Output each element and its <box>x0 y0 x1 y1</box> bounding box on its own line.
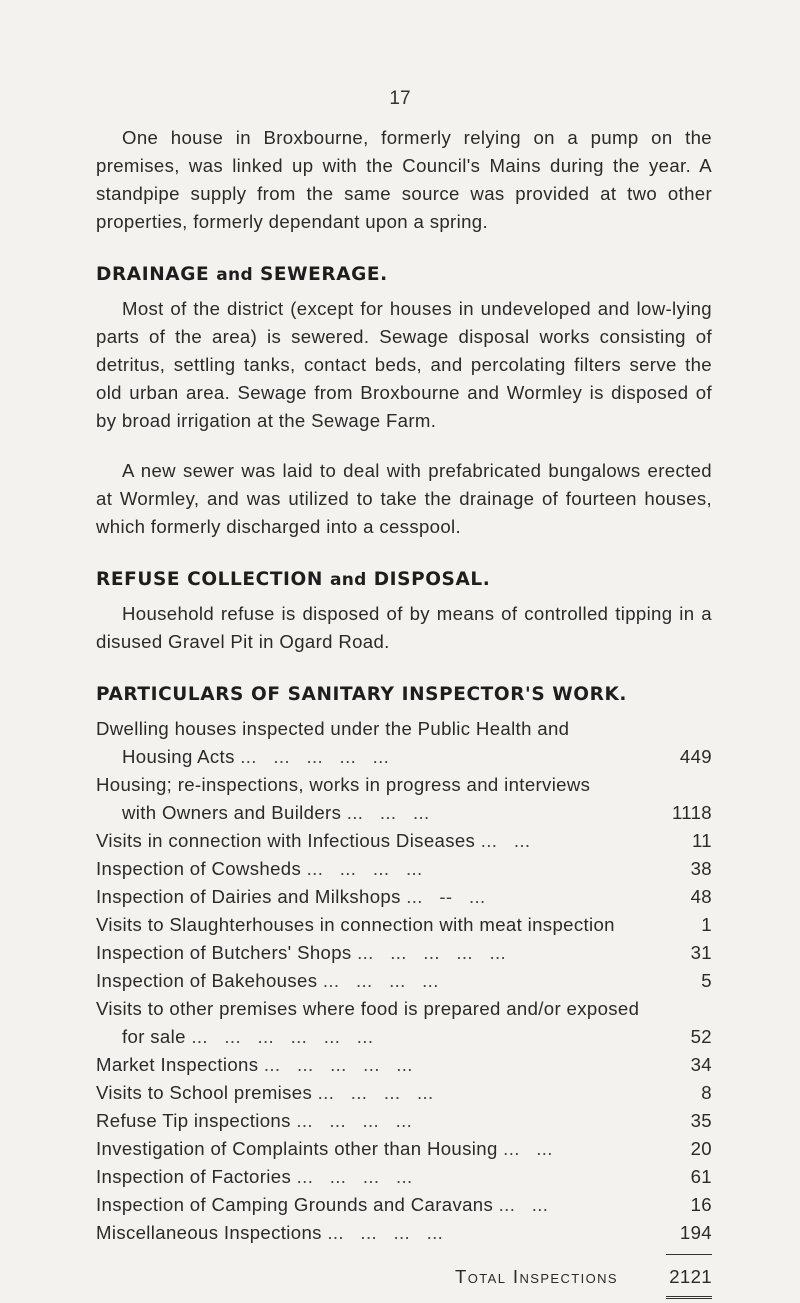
row-value: 34 <box>690 1054 712 1075</box>
row-label <box>96 855 656 883</box>
row-label <box>96 911 656 939</box>
row-value: 31 <box>690 942 712 963</box>
table-row <box>96 771 712 827</box>
row-value: 11 <box>691 830 712 851</box>
leader-dots: ... ... ... ... <box>306 858 423 879</box>
total-label: Total Inspections <box>455 1266 618 1287</box>
drainage-heading-part1: DRAINAGE <box>96 264 210 285</box>
refuse-heading-part2: DISPOSAL. <box>373 569 491 590</box>
row-label-line1: Market Inspections <box>96 1054 259 1075</box>
table-row <box>96 827 712 855</box>
row-label-line1: Visits to School premises <box>96 1082 313 1103</box>
leader-dots: ... ... ... <box>346 802 430 823</box>
row-label <box>96 1135 656 1163</box>
drainage-heading <box>96 261 712 289</box>
row-label-line1: Inspection of Butchers' Shops <box>96 942 352 963</box>
row-value: 35 <box>690 1110 712 1131</box>
row-label-line1: Housing; re-inspections, works in progress and interviews <box>96 774 591 795</box>
document-body <box>96 124 712 1291</box>
row-label-continuation <box>96 743 656 771</box>
row-label-continuation <box>96 1023 656 1051</box>
row-value: 20 <box>690 1138 712 1159</box>
page-number: 17 <box>389 88 411 109</box>
table-row <box>96 995 712 1051</box>
row-label <box>96 1051 656 1079</box>
table-row <box>96 1079 712 1107</box>
row-label <box>96 883 656 911</box>
row-label <box>96 1163 656 1191</box>
leader-dots: ... ... ... ... <box>317 1082 434 1103</box>
row-label-line1: Inspection of Bakehouses <box>96 970 318 991</box>
drainage-paragraph-1: Most of the district (except for houses in undeveloped and low-lying parts of the area) is sewered. Sewage disposal works consisting of detritus, settling tanks, contact beds, and percolating filters serve the old urban area. Sewage from Broxbourne and Wormley is disposed of by broad irrigation at the Sewage Farm. <box>96 298 712 431</box>
row-label <box>96 771 656 827</box>
leader-dots: ... ... ... ... ... <box>240 746 390 767</box>
row-label-line2: Housing Acts <box>122 746 235 767</box>
row-value: 38 <box>690 858 712 879</box>
row-label-line2: with Owners and Builders <box>122 802 342 823</box>
leader-dots: ... ... <box>498 1194 549 1215</box>
row-value: 449 <box>679 746 712 767</box>
row-label-line2: for sale <box>122 1026 186 1047</box>
row-label-line1: Inspection of Factories <box>96 1166 292 1187</box>
row-label <box>96 827 656 855</box>
row-label-line1: Visits to Slaughterhouses in connection with meat inspection <box>96 914 615 935</box>
total-row <box>96 1263 712 1291</box>
row-label-line1: Miscellaneous Inspections <box>96 1222 322 1243</box>
leader-dots: ... ... <box>480 830 531 851</box>
row-label <box>96 1191 656 1219</box>
row-value: 8 <box>701 1082 712 1103</box>
table-row <box>96 1135 712 1163</box>
water-supply-paragraph: One house in Broxbourne, formerly relying on a pump on the premises, was linked up with the Council's Mains during the year. A standpipe supply from the same source was provided at two other properties, formerly dependant upon a spring. <box>96 127 712 232</box>
row-value: 194 <box>679 1222 712 1243</box>
drainage-heading-part2: SEWERAGE. <box>259 264 388 285</box>
drainage-heading-and: and <box>216 265 253 285</box>
table-row <box>96 1051 712 1079</box>
total-rule-top <box>666 1254 712 1255</box>
row-label-line1: Investigation of Complaints other than Housing <box>96 1138 498 1159</box>
table-row <box>96 939 712 967</box>
table-row <box>96 1163 712 1191</box>
table-row <box>96 715 712 771</box>
row-label <box>96 1219 656 1247</box>
total-rule-bottom <box>666 1296 712 1297</box>
table-row <box>96 883 712 911</box>
refuse-heading-and: and <box>330 570 367 590</box>
row-label-continuation <box>96 799 656 827</box>
row-label-line1: Inspection of Camping Grounds and Caravans <box>96 1194 494 1215</box>
leader-dots: ... ... ... ... <box>322 970 439 991</box>
row-label <box>96 995 656 1051</box>
leader-dots: ... ... <box>503 1138 553 1159</box>
row-label <box>96 1107 656 1135</box>
row-label-line1: Visits to other premises where food is prepared and/or exposed <box>96 998 640 1019</box>
leader-dots: ... ... ... ... ... <box>357 942 507 963</box>
row-value: 16 <box>690 1194 712 1215</box>
row-value: 1118 <box>671 802 712 823</box>
refuse-paragraph: Household refuse is disposed of by means of controlled tipping in a disused Gravel Pit in Ogard Road. <box>96 603 712 652</box>
refuse-heading <box>96 566 712 594</box>
leader-dots: ... ... ... ... ... <box>263 1054 413 1075</box>
row-value: 52 <box>690 1026 712 1047</box>
table-row <box>96 1191 712 1219</box>
leader-dots: ... ... ... ... <box>296 1166 413 1187</box>
row-label <box>96 1079 656 1107</box>
table-row <box>96 967 712 995</box>
row-value: 1 <box>701 914 712 935</box>
row-label <box>96 967 656 995</box>
leader-dots: ... -- ... <box>406 886 486 907</box>
leader-dots: ... ... ... ... <box>296 1110 413 1131</box>
row-label-line1: Dwelling houses inspected under the Public Health and <box>96 718 570 739</box>
particulars-heading: PARTICULARS OF SANITARY INSPECTOR'S WORK. <box>96 684 628 705</box>
refuse-heading-part1: REFUSE COLLECTION <box>96 569 323 590</box>
row-label-line1: Inspection of Dairies and Milkshops <box>96 886 401 907</box>
table-row <box>96 855 712 883</box>
table-row <box>96 911 712 939</box>
total-value-cell <box>656 1263 712 1291</box>
row-label-line1: Inspection of Cowsheds <box>96 858 302 879</box>
table-row <box>96 1107 712 1135</box>
row-label-line1: Refuse Tip inspections <box>96 1110 291 1131</box>
row-label-line1: Visits in connection with Infectious Diseases <box>96 830 476 851</box>
row-value: 61 <box>690 1166 712 1187</box>
leader-dots: ... ... ... ... ... ... <box>191 1026 374 1047</box>
row-value: 48 <box>690 886 712 907</box>
drainage-paragraph-2: A new sewer was laid to deal with prefabricated bungalows erected at Wormley, and was utilized to take the drainage of fourteen houses, which formerly discharged into a cesspool. <box>96 460 712 537</box>
total-value: 2121 <box>669 1266 712 1287</box>
leader-dots: ... ... ... ... <box>327 1222 444 1243</box>
table-row <box>96 1219 712 1247</box>
row-label <box>96 939 656 967</box>
row-value: 5 <box>701 970 712 991</box>
inspections-table <box>96 715 712 1247</box>
row-label <box>96 715 656 771</box>
